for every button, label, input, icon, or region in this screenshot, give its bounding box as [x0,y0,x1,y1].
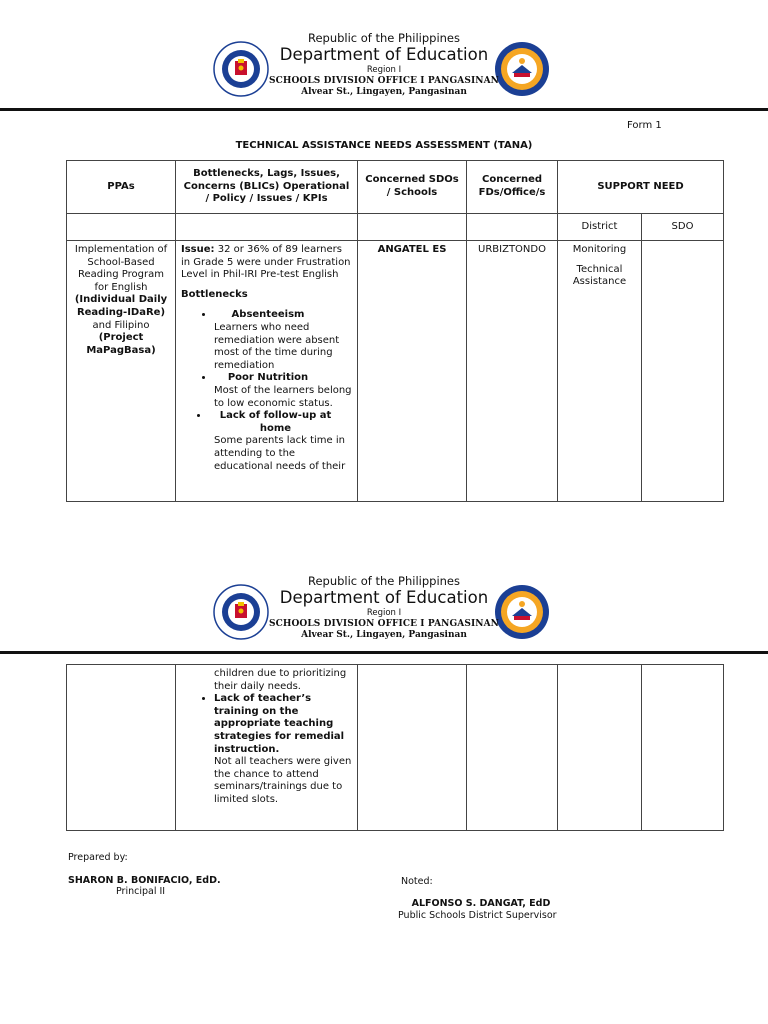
ppa-cell [67,665,176,831]
bottleneck-list [181,410,352,435]
school-cell [358,665,467,831]
bottleneck-title: • Lack of follow-up at home [209,410,352,435]
issue-block [181,244,352,282]
prepared-by-label: Prepared by: [68,852,128,863]
header-sdos: Concerned SDOs / Schools [358,161,467,214]
sdo-support-cell [642,241,724,502]
blics-cell [176,665,358,831]
bottleneck-list [181,693,352,756]
header-divider [0,108,768,111]
prepared-name: SHARON B. BONIFACIO, EdD. [68,875,221,886]
department-title: Department of Education [279,45,489,64]
header-ppas: PPAs [67,161,176,214]
header-divider [0,651,768,654]
bottlenecks-label: Bottlenecks [181,288,248,300]
noted-title: Public Schools District Supervisor [398,910,557,921]
region-label: Region I [366,65,402,75]
issue-text: 32 or 36% of 89 learners in Grade 5 were under Frustration Level in Phil-IRI Pre-test English [181,244,351,281]
ppa-cell [67,241,176,502]
tana-table [66,160,724,502]
form-label: Form 1 [627,120,662,131]
noted-label: Noted: [401,876,433,887]
continued-text: children due to prioritizing their daily needs. [214,668,347,692]
address-label: Alvear St., Lingayen, Pangasinan [301,630,467,640]
region-label: Region I [366,608,402,618]
ppa-line1: Implementation of School-Based Reading Program for English [74,244,168,293]
ppa-bold1: (Individual Daily Reading-IDaRe) [74,294,168,318]
bottleneck-list [181,309,352,322]
letterhead-top [0,30,768,130]
bottleneck-list [181,372,352,385]
letterhead-bottom [0,573,768,673]
header-sdo: SDO [642,214,724,241]
support-item: Monitoring [572,244,627,255]
division-label: SCHOOLS DIVISION OFFICE I PANGASINAN [269,76,499,86]
prepared-title: Principal II [116,886,166,897]
district-support-cell [558,241,642,502]
document-title: TECHNICAL ASSISTANCE NEEDS ASSESSMENT (TANA) [235,140,533,151]
bottleneck-title: • Poor Nutrition [214,372,352,385]
republic-label: Republic of the Philippines [307,31,461,45]
office-cell: URBIZTONDO [467,241,558,502]
ppa-line2: and Filipino [92,319,150,331]
bottleneck-text: Not all teachers were given the chance to attend seminars/trainings due to limited slots. [214,756,352,805]
address-label: Alvear St., Lingayen, Pangasinan [301,87,467,97]
office-cell [467,665,558,831]
issue-label: Issue: [181,244,215,255]
bottleneck-title: • Lack of teacher’s training on the appropriate teaching strategies for remedial instruction. [214,693,352,756]
header-support-need: SUPPORT NEED [558,161,724,214]
republic-label: Republic of the Philippines [307,574,461,588]
tana-table-continued [66,664,724,831]
sdo-support-cell [642,665,724,831]
ppa-bold2: (Project MaPagBasa) [86,332,156,356]
division-label: SCHOOLS DIVISION OFFICE I PANGASINAN [269,619,499,629]
district-support-cell [558,665,642,831]
bottleneck-text: Some parents lack time in attending to the educational needs of their [214,435,346,472]
department-title: Department of Education [279,588,489,607]
bottleneck-title: • Absenteeism [214,309,352,322]
support-item: Technical Assistance [572,263,627,288]
school-cell: ANGATEL ES [358,241,467,502]
header-blics: Bottlenecks, Lags, Issues, Concerns (BLICs) Operational / Policy / Issues / KPIs [176,161,358,214]
header-fds: Concerned FDs/Office/s [467,161,558,214]
header-district: District [558,214,642,241]
blics-cell [176,241,358,502]
noted-name: ALFONSO S. DANGAT, EdD [411,898,551,909]
bottleneck-text: Most of the learners belong to low economic status. [214,384,352,409]
bottleneck-text: Learners who need remediation were absent most of the time during remediation [214,321,340,371]
